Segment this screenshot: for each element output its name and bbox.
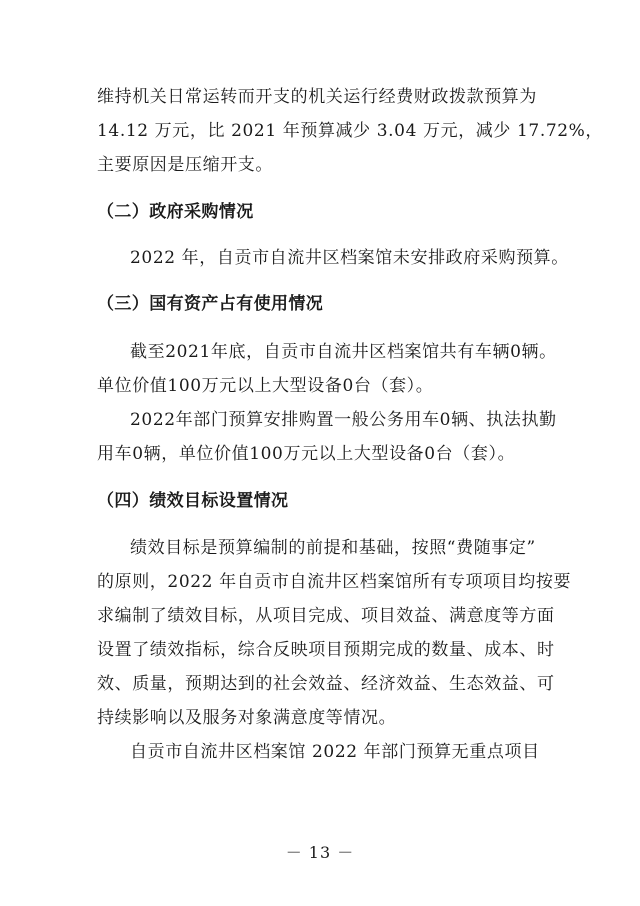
paragraph-line: 用车0辆，单位价值100万元以上大型设备0台（套）。 — [97, 444, 516, 464]
paragraph-line: 设置了绩效指标，综合反映项目预期完成的数量、成本、时 — [97, 640, 555, 660]
paragraph-line: 持续影响以及服务对象满意度等情况。 — [97, 708, 397, 728]
paragraph-line: 的原则，2022 年自贡市自流井区档案馆所有专项项目均按要 — [97, 572, 572, 592]
paragraph-line: 效、质量，预期达到的社会效益、经济效益、生态效益、可 — [97, 674, 555, 694]
paragraph-line: 14.12 万元，比 2021 年预算减少 3.04 万元，减少 17.72%， — [97, 121, 604, 141]
paragraph-line: 2022 年，自贡市自流井区档案馆未安排政府采购预算。 — [130, 248, 569, 268]
page-number: － 13 － — [285, 843, 355, 862]
section-heading-procurement: （二）政府采购情况 — [97, 202, 254, 222]
paragraph-line: 维持机关日常运转而开支的机关运行经费财政拨款预算为 — [97, 87, 537, 107]
section-heading-performance-goals: （四）绩效目标设置情况 — [97, 491, 289, 511]
paragraph-line: 2022年部门预算安排购置一般公务用车0辆、执法执勤 — [130, 410, 557, 430]
paragraph-line: 截至2021年底，自贡市自流井区档案馆共有车辆0辆。 — [130, 342, 557, 362]
paragraph-line: 主要原因是压缩开支。 — [97, 155, 273, 175]
section-heading-state-assets: （三）国有资产占有使用情况 — [97, 294, 324, 314]
paragraph-line: 自贡市自流井区档案馆 2022 年部门预算无重点项目 — [130, 742, 540, 762]
paragraph-line: 单位价值100万元以上大型设备0台（套）。 — [97, 376, 434, 396]
paragraph-line: 绩效目标是预算编制的前提和基础，按照“费随事定” — [130, 538, 536, 558]
paragraph-line: 求编制了绩效目标，从项目完成、项目效益、满意度等方面 — [97, 606, 555, 626]
